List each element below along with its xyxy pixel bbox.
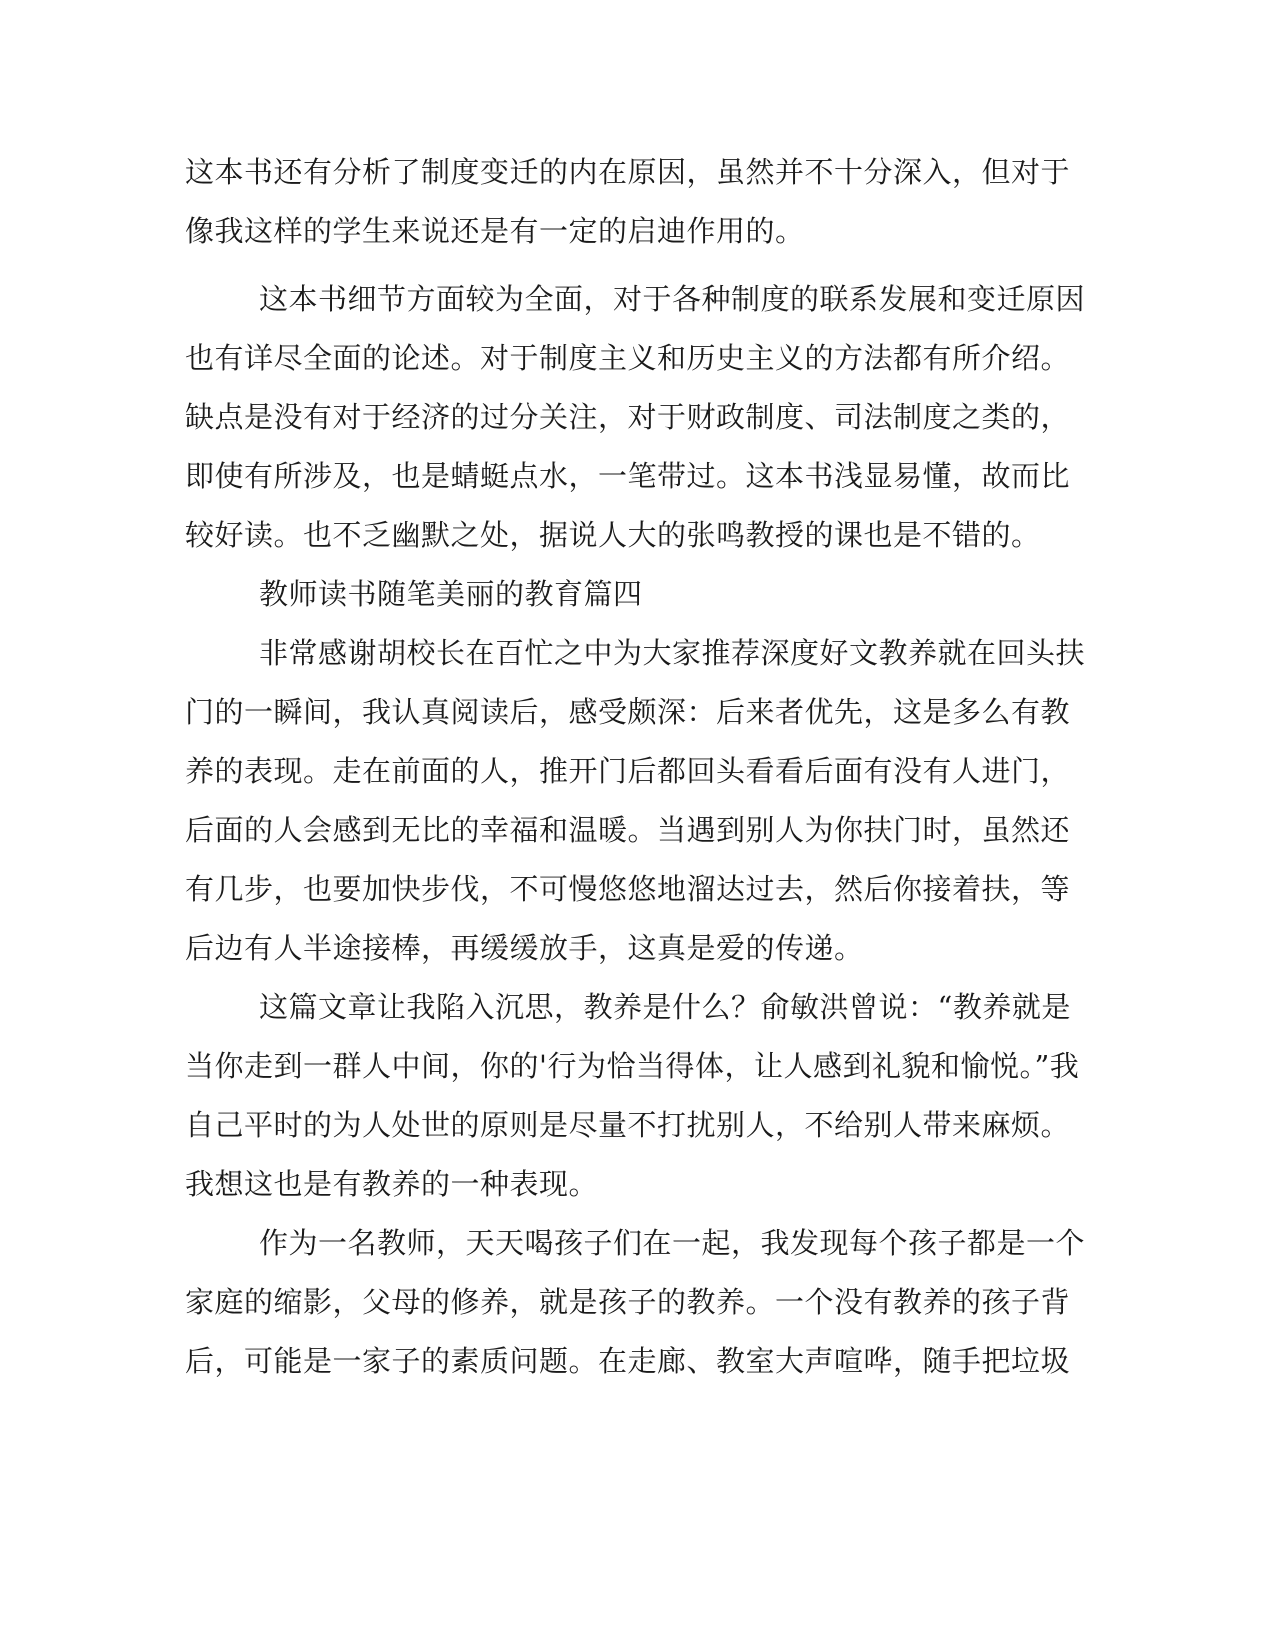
text-line: 后边有人半途接棒，再缓缓放手，这真是爱的传递。 [185, 931, 864, 965]
text-line: 有几步，也要加快步伐，不可慢悠悠地溜达过去，然后你接着扶，等 [185, 872, 1071, 906]
text-line: 家庭的缩影，父母的修养，就是孩子的教养。一个没有教养的孩子背 [185, 1285, 1071, 1319]
text-line: 这本书细节方面较为全面，对于各种制度的联系发展和变迁原因 [259, 282, 1086, 316]
text-line: 这本书还有分析了制度变迁的内在原因，虽然并不十分深入，但对于 [185, 155, 1071, 189]
text-line: 后面的人会感到无比的幸福和温暖。当遇到别人为你扶门时，虽然还 [185, 813, 1071, 847]
text-line: 养的表现。走在前面的人，推开门后都回头看看后面有没有人进门， [185, 754, 1071, 788]
text-line: 较好读。也不乏幽默之处，据说人大的张鸣教授的课也是不错的。 [185, 518, 1041, 552]
text-line: 像我这样的学生来说还是有一定的启迪作用的。 [185, 214, 805, 248]
text-line: 后，可能是一家子的素质问题。在走廊、教室大声喧哗，随手把垃圾 [185, 1344, 1071, 1378]
text-line: 也有详尽全面的论述。对于制度主义和历史主义的方法都有所介绍。 [185, 341, 1071, 375]
text-line: 当你走到一群人中间，你的'行为恰当得体，让人感到礼貌和愉悦。”我 [185, 1049, 1080, 1083]
text-line: 自己平时的为人处世的原则是尽量不打扰别人，不给别人带来麻烦。 [185, 1108, 1071, 1142]
text-line: 这篇文章让我陷入沉思，教养是什么？俞敏洪曾说：“教养就是 [259, 990, 1071, 1024]
text-line: 我想这也是有教养的一种表现。 [185, 1167, 599, 1201]
section-heading: 教师读书随笔美丽的教育篇四 [259, 577, 643, 611]
text-line: 非常感谢胡校长在百忙之中为大家推荐深度好文教养就在回头扶 [259, 636, 1086, 670]
text-line: 即使有所涉及，也是蜻蜓点水，一笔带过。这本书浅显易懂，故而比 [185, 459, 1071, 493]
text-line: 作为一名教师，天天喝孩子们在一起，我发现每个孩子都是一个 [259, 1226, 1086, 1260]
text-line: 缺点是没有对于经济的过分关注，对于财政制度、司法制度之类的， [185, 400, 1071, 434]
text-line: 门的一瞬间，我认真阅读后，感受颇深：后来者优先，这是多么有教 [185, 695, 1071, 729]
